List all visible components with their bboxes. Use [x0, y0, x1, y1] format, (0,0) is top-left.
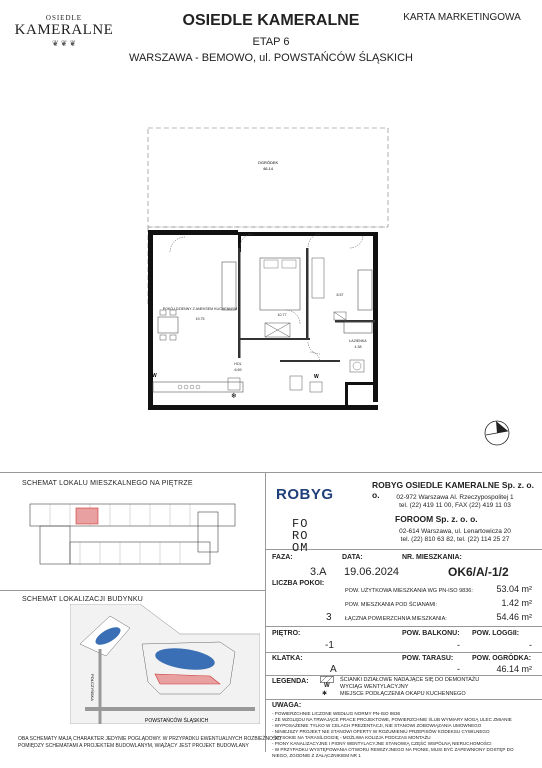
foroom-phone: tel. (22) 810 63 82, tel. (22) 114 25 27 [400, 536, 510, 543]
stage-label: ETAP 6 [252, 36, 290, 48]
stair-label: KLATKA: [272, 655, 303, 662]
hatch-wall-icon [320, 676, 334, 683]
divider-legend [265, 675, 542, 676]
apartment-number-label: NR. MIESZKANIA: [402, 554, 462, 561]
divider-notes [265, 699, 542, 700]
street-label-2: POŁCZYŃSKA [90, 674, 95, 701]
area-total-label: ŁĄCZNA POWIERZCHNIA MIESZKANIA: [345, 616, 447, 622]
area-total-value: 54.46 m² [496, 612, 532, 622]
robyg-company-name: ROBYG OSIEDLE KAMERALNE Sp. z. o. o. [372, 480, 534, 500]
ventilation-icon: W [324, 683, 330, 689]
note-line: - WYSOKIE NA TARAS/LOGGIĘ - MOŻLIWA KOLIZJA PODCZAS MONTAŻU [272, 735, 431, 740]
notes-list [272, 711, 514, 759]
note-line: - WYPOSAŻENIE TYLKO W CELACH PREZENTACJI, NIE STANOWI ZOBOWIĄZANIA UMOWNEGO [272, 723, 482, 728]
foroom-logo-line-1: FO [292, 517, 309, 531]
snowflake-icon: ❄ [231, 392, 237, 400]
robyg-phone: tel. (22) 419 11 00, FAX (22) 419 11 03 [399, 502, 511, 509]
area-usable-label: POW. UŻYTKOWA MIESZKANIA WG PN-ISO 9836: [345, 588, 473, 594]
logo-ornament-icon: ❦ ❦ ❦ [51, 39, 77, 48]
legend-item-1: ŚCIANKI DZIAŁOWE NADAJĄCE SIĘ DO DEMONTAŻU [340, 677, 480, 683]
disclaimer-line-2: POMIĘDZY SCHEMATAMI A PROJEKTEM BUDOWLANYM, WIĄŻĄCY JEST PROJEKT BUDOWLANY [18, 743, 249, 749]
hall-area: 6.69 [234, 368, 242, 372]
legend-item-3: MIEJSCE PODŁĄCZENIA OKAPU KUCHENNEGO [340, 691, 466, 697]
area-walls-label: POW. MIESZKANIA POD ŚCIANAMI: [345, 602, 437, 608]
divider-vertical [265, 472, 266, 752]
foroom-logo-line-2: RO [292, 529, 309, 543]
note-line: - POWIERZCHNIE LICZONE WEDŁUG NORMY PN-ISO 9836 [272, 711, 401, 716]
terrace-value: - [457, 664, 460, 674]
floor-label: PIĘTRO: [272, 630, 301, 637]
foroom-company-name: FOROOM Sp. z. o. o. [395, 514, 478, 524]
room-1-area: 10.77 [277, 313, 287, 317]
bathroom-area: 4.38 [354, 345, 362, 349]
card-type-label: KARTA MARKETINGOWA [403, 12, 521, 23]
divider-main [0, 472, 542, 473]
room-2-area: 8.57 [336, 293, 344, 297]
foroom-logo [292, 518, 308, 554]
foroom-address: 02-614 Warszawa, ul. Lenartowicza 20 [399, 528, 511, 535]
garden-outline [148, 128, 388, 227]
hood-icon: ✱ [322, 691, 328, 697]
faza-value: 3.A [310, 566, 327, 578]
bed-room-1 [260, 258, 300, 310]
stair-value: A [330, 664, 337, 675]
bathroom-label: ŁAZIENKA [349, 339, 367, 343]
developer-logo [14, 14, 114, 48]
terrace-label: POW. TARASU: [402, 655, 454, 662]
w-marker-left: W [152, 373, 157, 379]
legend-item-2: WYCIĄG WENTYLACYJNY [340, 684, 409, 690]
w-marker-right: W [314, 374, 319, 380]
logo-small-text: OSIEDLE [45, 14, 83, 22]
divider-fields-2 [265, 652, 542, 653]
floor-plan [130, 120, 412, 420]
area-walls-value: 1.42 m² [501, 598, 532, 608]
garden-area: 46.14 [262, 166, 274, 171]
floor-value: -1 [325, 640, 334, 651]
area-usable-value: 53.04 m² [496, 584, 532, 594]
sofa [222, 262, 236, 310]
balcony-value: - [457, 640, 460, 650]
note-line: - ZE WZGLĘDU NA TRWAJĄCE PRACE PROJEKTOWE, POWIERZCHNIE I/LUB WYMIARY MOGĄ ULEC ZMIANIE [272, 717, 512, 722]
legend-title: LEGENDA: [272, 678, 309, 685]
compass-icon [482, 418, 512, 448]
garden-area-label: POW. OGRÓDKA: [472, 655, 532, 662]
notes-title: UWAGA: [272, 702, 302, 709]
page-title: OSIEDLE KAMERALNE [182, 12, 360, 29]
loggia-label: POW. LOGGII: [472, 630, 520, 637]
garden-label: OGRÓDEK [257, 160, 279, 165]
floor-scheme-diagram [20, 492, 250, 572]
divider-left [0, 590, 265, 591]
location-scheme-map [70, 604, 260, 724]
note-line: - PIONY KANALIZACYJNE I PIONY WENTYLACYJNE STANOWIĄ CZĘŚĆ WSPÓLNĄ NIERUCHOMOŚCI [272, 741, 492, 746]
robyg-address: 02-972 Warszawa Al. Rzeczypospolitej 1 [396, 494, 514, 501]
note-line: - W PRZYPADKU WYSTĘPOWANIA OTWORU REWIZYJNEGO NA PIONIE, MUSI BYĆ ZAPEWNIONY DOSTĘP DO [272, 747, 514, 752]
rooms-value: 3 [326, 612, 332, 623]
date-value: 19.06.2024 [344, 566, 400, 578]
logo-big-text: KAMERALNE [14, 22, 114, 38]
disclaimer-line-1: OBA SCHEMATY MAJĄ CHARAKTER JEDYNIE POGLĄDOWY. W PRZYPADKU EWENTUALNYCH ROZBIEŻNOŚCI [18, 736, 282, 742]
bed-room-2 [358, 270, 372, 310]
street-label-1: POWSTAŃCÓW ŚLĄSKICH [145, 718, 209, 724]
faza-label: FAZA: [272, 554, 293, 561]
date-label: DATA: [342, 554, 363, 561]
room-living-area: 19.75 [195, 317, 205, 321]
rooms-label: LICZBA POKOI: [272, 580, 325, 587]
garden-area-value: 46.14 m² [496, 664, 532, 674]
note-line: - NINIEJSZY PROJEKT NIE STANOWI OFERTY W ROZUMIENIU PRZEPISÓW KODEKSU CYWILNEGO [272, 729, 490, 734]
kitchen-counter [153, 382, 243, 392]
divider-fields-1 [265, 626, 542, 627]
dining-table [158, 317, 178, 333]
loggia-value: - [529, 640, 532, 650]
hall-label: HOL [234, 362, 242, 366]
bathtub [344, 322, 372, 333]
floor-scheme-title: SCHEMAT LOKALU MIESZKALNEGO NA PIĘTRZE [22, 480, 193, 487]
location-scheme-title: SCHEMAT LOKALIZACJI BUDYNKU [22, 596, 144, 603]
note-line: NIEGO, ZGODNIE Z ZAŁĄCZNIKIEM NR 1 [272, 753, 361, 758]
foroom-logo-line-3: OM [292, 541, 309, 555]
apartment-highlight [76, 508, 98, 524]
room-living-label: POKÓJ DZIENNY Z ANEKSEM KUCHENNYM [162, 307, 238, 311]
apartment-number-value: OK6/A/-1/2 [448, 565, 509, 579]
robyg-logo: ROBYG [276, 486, 334, 503]
balcony-label: POW. BALKONU: [402, 630, 460, 637]
address-label: WARSZAWA - BEMOWO, ul. POWSTAŃCÓW ŚLĄSKICH [129, 52, 413, 64]
